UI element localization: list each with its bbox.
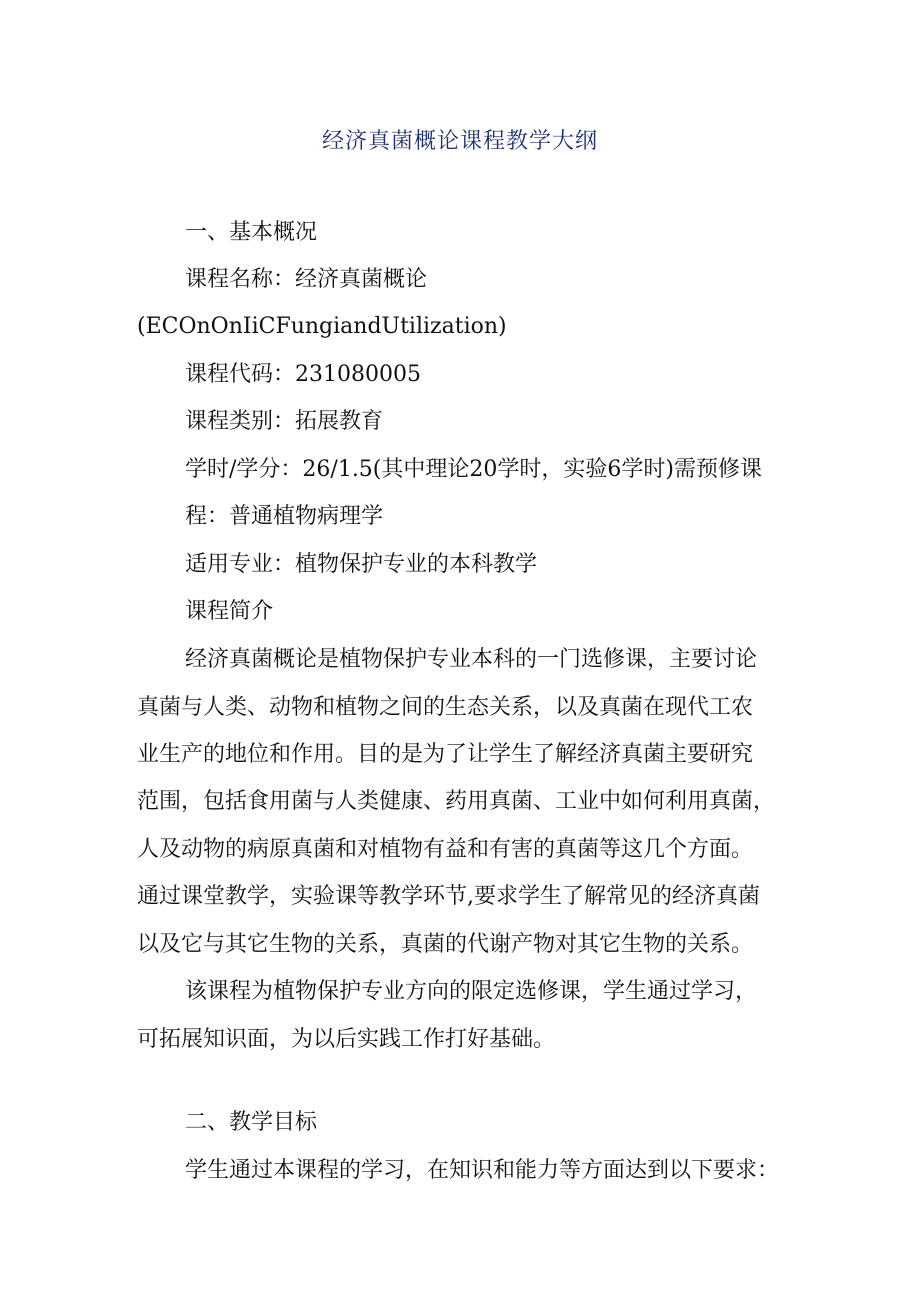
intro-paragraph-line: 业生产的地位和作用。目的是为了让学生了解经济真菌主要研究: [137, 742, 754, 767]
intro-paragraph-line: 经济真菌概论是植物保护专业本科的一门选修课，主要讨论: [185, 647, 758, 672]
intro-paragraph-line: 真菌与人类、动物和植物之间的生态关系，以及真菌在现代工农: [137, 695, 754, 720]
course-hours-line-2: 程：普通植物病理学: [185, 504, 384, 529]
section-heading-teaching-goals: 二、教学目标: [185, 1110, 318, 1135]
intro-paragraph-line: 以及它与其它生物的关系，真菌的代谢产物对其它生物的关系。: [137, 932, 754, 957]
course-intro-heading: 课程简介: [185, 599, 274, 624]
intro-paragraph-2-line: 可拓展知识面，为以后实践工作打好基础。: [137, 1027, 556, 1052]
course-english-name: (ECOnOnIiCFungiandUtilization): [137, 314, 507, 339]
intro-paragraph-2-line: 该课程为植物保护专业方向的限定选修课，学生通过学习，: [185, 979, 758, 1004]
section-heading-basic-info: 一、基本概况: [185, 220, 318, 245]
teaching-goals-text: 学生通过本课程的学习，在知识和能力等方面达到以下要求：: [185, 1158, 780, 1183]
intro-paragraph-line: 范围，包括食用菌与人类健康、药用真菌、工业中如何利用真菌，: [137, 789, 776, 814]
course-code: 课程代码：231080005: [185, 362, 421, 387]
intro-paragraph-line: 通过课堂教学，实验课等教学环节,要求学生了解常见的经济真菌: [137, 884, 760, 909]
document-title: 经济真菌概论课程教学大纲: [321, 129, 598, 154]
course-major: 适用专业：植物保护专业的本科教学: [185, 552, 538, 577]
intro-paragraph-line: 人及动物的病原真菌和对植物有益和有害的真菌等这几个方面。: [137, 837, 754, 862]
course-name: 课程名称：经济真菌概论: [185, 267, 428, 292]
course-hours-line-1: 学时/学分：26/1.5(其中理论20学时，实验6学时)需预修课: [185, 457, 762, 482]
course-type: 课程类别：拓展教育: [185, 409, 384, 434]
